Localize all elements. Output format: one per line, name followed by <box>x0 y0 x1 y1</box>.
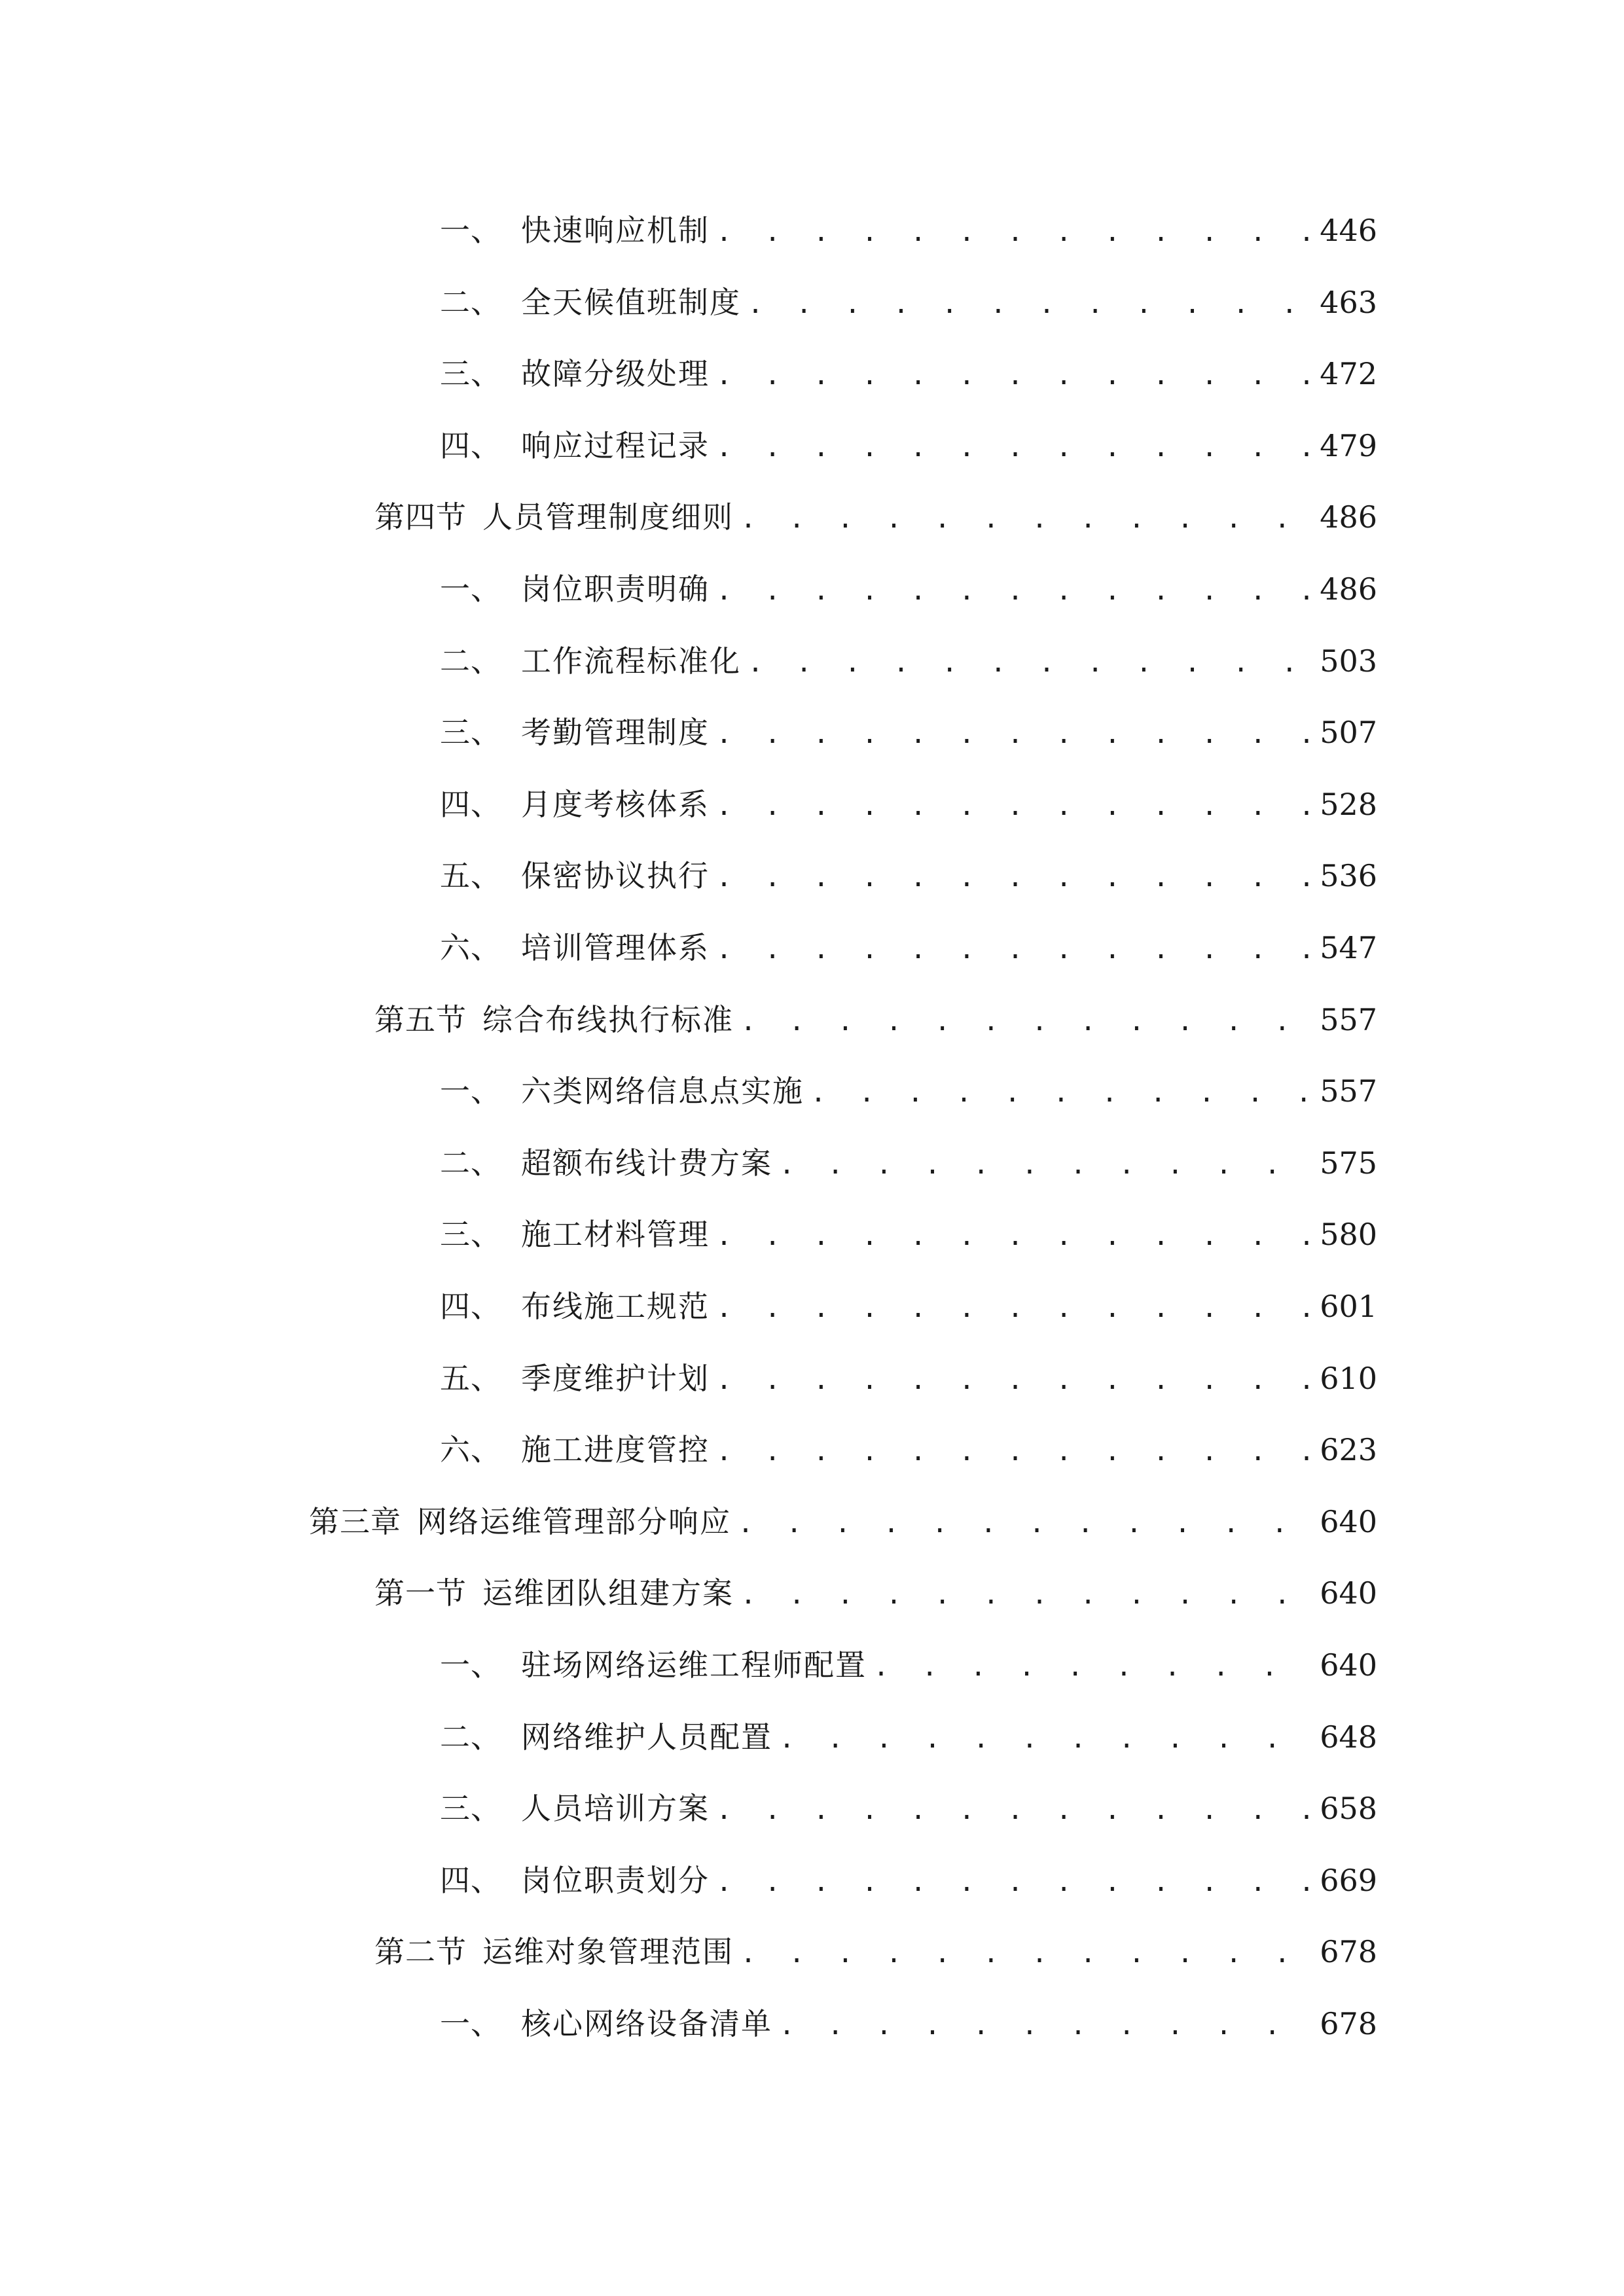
toc-entry-page: 507 <box>1320 715 1377 750</box>
toc-entry-number: 四、 <box>440 428 501 463</box>
toc-entry[interactable] <box>440 1280 1377 1333</box>
toc-entry-title: 工作流程标准化 <box>521 643 741 679</box>
dot-leader <box>716 1210 1310 1261</box>
toc-entry-title: 综合布线执行标准 <box>482 1002 734 1037</box>
toc-entry-number: 三、 <box>440 1791 501 1826</box>
toc-entry-page: 463 <box>1320 285 1377 320</box>
toc-entry-title: 季度维护计划 <box>521 1361 710 1396</box>
toc-entry[interactable] <box>440 1639 1377 1691</box>
toc-entry-title: 运维团队组建方案 <box>482 1575 734 1611</box>
toc-entry[interactable] <box>309 1496 1377 1548</box>
toc-entry-number: 第一节 <box>374 1575 467 1611</box>
dot-leader <box>740 1928 1310 1978</box>
toc-entry-page: 557 <box>1320 1073 1377 1109</box>
toc-entry-page: 601 <box>1320 1289 1377 1324</box>
toc-entry-number: 一、 <box>440 2006 501 2041</box>
toc-entry[interactable] <box>440 204 1377 257</box>
toc-entry-page: 479 <box>1320 428 1377 463</box>
toc-entry-number: 一、 <box>440 1073 501 1109</box>
toc-entry[interactable] <box>440 1998 1377 2050</box>
toc-entry-title: 岗位职责明确 <box>521 571 710 607</box>
dot-leader <box>779 2000 1310 2050</box>
dot-leader <box>716 1282 1310 1333</box>
toc-entry-number: 三、 <box>440 1217 501 1252</box>
toc-entry[interactable] <box>374 1926 1377 1978</box>
toc-entry-title: 保密协议执行 <box>521 858 710 893</box>
toc-entry[interactable] <box>440 635 1377 687</box>
toc-entry-number: 六、 <box>440 930 501 965</box>
toc-entry-title: 月度考核体系 <box>521 787 710 822</box>
toc-entry[interactable] <box>440 1352 1377 1405</box>
dot-leader <box>740 493 1310 543</box>
dot-leader <box>716 350 1310 400</box>
dot-leader <box>716 924 1310 974</box>
toc-entry-title: 超额布线计费方案 <box>521 1145 772 1181</box>
toc-entry-number: 四、 <box>440 1289 501 1324</box>
toc-entry-title: 全天候值班制度 <box>521 285 741 320</box>
toc-entry-number: 二、 <box>440 285 501 320</box>
toc-entry[interactable] <box>440 563 1377 615</box>
toc-entry-page: 640 <box>1320 1647 1377 1683</box>
toc-entry[interactable] <box>440 850 1377 902</box>
toc-entry-number: 三、 <box>440 356 501 391</box>
toc-entry-number: 第五节 <box>374 1002 467 1037</box>
toc-entry-number: 一、 <box>440 213 501 248</box>
dot-leader <box>873 1641 1310 1691</box>
toc-entry-page: 640 <box>1320 1575 1377 1611</box>
toc-entry-title: 人员培训方案 <box>521 1791 710 1826</box>
toc-entry[interactable] <box>374 491 1377 543</box>
dot-leader <box>716 780 1310 831</box>
toc-entry-page: 547 <box>1320 930 1377 965</box>
dot-leader <box>716 1426 1310 1476</box>
toc-entry-page: 648 <box>1320 1719 1377 1755</box>
toc-entry-number: 三、 <box>440 715 501 750</box>
dot-leader <box>748 637 1310 687</box>
dot-leader <box>740 1569 1310 1619</box>
toc-entry-page: 528 <box>1320 787 1377 822</box>
toc-entry-page: 486 <box>1320 571 1377 607</box>
dot-leader <box>716 422 1310 472</box>
toc-entry-title: 故障分级处理 <box>521 356 710 391</box>
toc-entry[interactable] <box>440 706 1377 759</box>
toc-entry-title: 六类网络信息点实施 <box>521 1073 804 1109</box>
toc-entry-page: 536 <box>1320 858 1377 893</box>
toc-entry-page: 678 <box>1320 2006 1377 2041</box>
toc-entry[interactable] <box>440 1137 1377 1189</box>
toc-entry-page: 503 <box>1320 643 1377 679</box>
toc-entry-number: 第四节 <box>374 499 467 535</box>
toc-entry-title: 培训管理体系 <box>521 930 710 965</box>
toc-entry-page: 623 <box>1320 1432 1377 1467</box>
dot-leader <box>716 1784 1310 1835</box>
dot-leader <box>716 708 1310 759</box>
toc-entry-title: 驻场网络运维工程师配置 <box>521 1647 867 1683</box>
toc-entry-number: 五、 <box>440 1361 501 1396</box>
toc-entry-page: 610 <box>1320 1361 1377 1396</box>
toc-entry-title: 布线施工规范 <box>521 1289 710 1324</box>
toc-entry-title: 岗位职责划分 <box>521 1863 710 1898</box>
toc-entry[interactable] <box>440 276 1377 329</box>
toc-entry-page: 640 <box>1320 1504 1377 1539</box>
toc-entry[interactable] <box>374 1567 1377 1619</box>
dot-leader <box>716 1354 1310 1405</box>
toc-entry-number: 二、 <box>440 643 501 679</box>
toc-entry-title: 核心网络设备清单 <box>521 2006 772 2041</box>
toc-entry-page: 472 <box>1320 356 1377 391</box>
toc-entry[interactable] <box>374 994 1377 1046</box>
toc-entry-page: 678 <box>1320 1934 1377 1969</box>
toc-entry-page: 669 <box>1320 1863 1377 1898</box>
toc-entry-title: 考勤管理制度 <box>521 715 710 750</box>
toc-entry-number: 五、 <box>440 858 501 893</box>
toc-entry[interactable] <box>440 1854 1377 1907</box>
toc-entry-number: 四、 <box>440 1863 501 1898</box>
toc-entry[interactable] <box>440 922 1377 974</box>
toc-entry-title: 施工进度管控 <box>521 1432 710 1467</box>
toc-entry-number: 二、 <box>440 1719 501 1755</box>
toc-entry-number: 一、 <box>440 1647 501 1683</box>
toc-entry[interactable] <box>440 1208 1377 1261</box>
toc-entry-title: 施工材料管理 <box>521 1217 710 1252</box>
toc-entry[interactable] <box>440 1782 1377 1835</box>
toc-entry-page: 575 <box>1320 1145 1377 1181</box>
dot-leader <box>810 1067 1310 1117</box>
toc-entry-number: 第二节 <box>374 1934 467 1969</box>
toc-entry-page: 486 <box>1320 499 1377 535</box>
toc-entry[interactable] <box>440 420 1377 472</box>
dot-leader <box>716 852 1310 902</box>
dot-leader <box>716 206 1310 257</box>
toc-entry-page: 658 <box>1320 1791 1377 1826</box>
toc-entry-page: 446 <box>1320 213 1377 248</box>
toc-entry-page: 557 <box>1320 1002 1377 1037</box>
toc-entry[interactable] <box>440 1711 1377 1763</box>
dot-leader <box>740 996 1310 1046</box>
dot-leader <box>779 1139 1310 1189</box>
toc-entry-title: 快速响应机制 <box>521 213 710 248</box>
dot-leader <box>716 565 1310 615</box>
toc-entry[interactable] <box>440 778 1377 831</box>
toc-entry-number: 一、 <box>440 571 501 607</box>
toc-entry-number: 四、 <box>440 787 501 822</box>
toc-entry-title: 网络运维管理部分响应 <box>417 1504 731 1539</box>
toc-entry-title: 网络维护人员配置 <box>521 1719 772 1755</box>
toc-entry-number: 六、 <box>440 1432 501 1467</box>
toc-entry-number: 第三章 <box>309 1504 401 1539</box>
dot-leader <box>716 1856 1310 1907</box>
dot-leader <box>748 278 1310 329</box>
toc-entry-title: 人员管理制度细则 <box>482 499 734 535</box>
toc-entry[interactable] <box>440 1424 1377 1476</box>
toc-entry-page: 580 <box>1320 1217 1377 1252</box>
toc-entry-number: 二、 <box>440 1145 501 1181</box>
toc-entry-title: 运维对象管理范围 <box>482 1934 734 1969</box>
toc-entry[interactable] <box>440 348 1377 400</box>
toc-entry-title: 响应过程记录 <box>521 428 710 463</box>
dot-leader <box>779 1713 1310 1763</box>
toc-entry[interactable] <box>440 1065 1377 1117</box>
dot-leader <box>738 1498 1310 1548</box>
